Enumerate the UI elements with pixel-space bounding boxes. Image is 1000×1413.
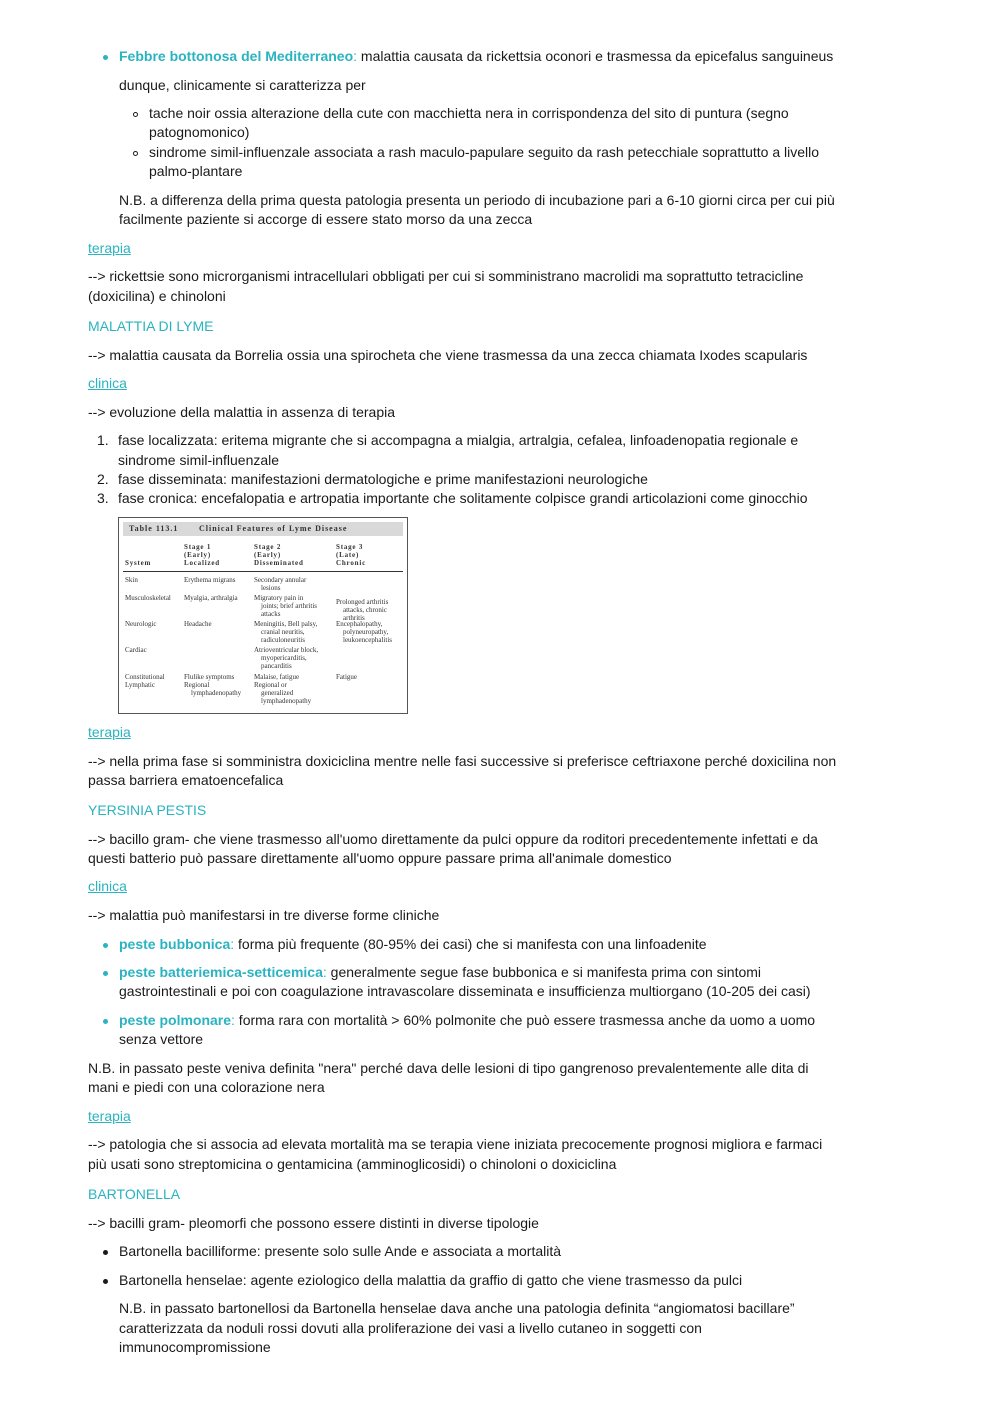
- bullet-icon: [103, 1250, 108, 1255]
- bartonella-nb-b: caratterizzata da noduli rossi dovuti alla proliferazione dei vasi a livello cutaneo in soggetti con: [119, 1320, 702, 1336]
- table-cell: Neurologic: [125, 620, 157, 628]
- yersinia-terapia-a: --> patologia che si associa ad elevata mortalità ma se terapia viene iniziata precocemente prognosi migliora e farmaci: [88, 1136, 823, 1152]
- peste-setticemica-line: [119, 963, 761, 982]
- table-header-stage1: Stage 1 (Early) Localized: [184, 543, 220, 567]
- colon: :: [230, 936, 235, 952]
- table-cell: Myalgia, arthralgia: [184, 594, 238, 602]
- peste-bubbonica-text: forma più frequente (80-95% dei casi) che si manifesta con una linfoadenite: [234, 936, 707, 952]
- table-header-system: System: [125, 559, 152, 567]
- lyme-item-2-a: fase disseminata: manifestazioni dermatologiche e prime manifestazioni neurologiche: [118, 471, 648, 487]
- lyme-evol: --> evoluzione della malattia in assenza di terapia: [88, 404, 396, 420]
- table-cell: Malaise, fatigue Regional or generalized lymphadenopathy: [254, 673, 312, 705]
- bartonella-heading: BARTONELLA: [88, 1186, 181, 1202]
- febbre-sub2-a: sindrome simil-influenzale associata a rash maculo-papulare seguito da rash petecchiale soprattutto a livello: [149, 144, 820, 160]
- lyme-heading: MALATTIA DI LYME: [88, 318, 214, 334]
- lyme-terapia-b: passa barriera ematoencefalica: [88, 772, 284, 788]
- peste-polmonare-line: [119, 1011, 815, 1030]
- peste-bubbonica-line: [119, 935, 707, 954]
- febbre-intro: malattia causata da rickettsia oconori e trasmessa da epicefalus sanguineus: [357, 48, 834, 64]
- terapia-link[interactable]: terapia: [88, 724, 131, 740]
- yersinia-forme: --> malattia può manifestarsi in tre diverse forme cliniche: [88, 907, 440, 923]
- sub-bullet-icon: [133, 112, 138, 117]
- table-caption-bar: [123, 522, 403, 536]
- table-cell: Meningitis, Bell palsy, cranial neuritis, radiculoneuritis: [254, 620, 318, 644]
- peste-bubbonica-title: peste bubbonica: [119, 936, 231, 952]
- table-header-stage2: Stage 2 (Early) Disseminated: [254, 543, 304, 567]
- bullet-icon: [103, 971, 108, 976]
- table-cell: Cardiac: [125, 646, 147, 654]
- list-number: 1.: [97, 432, 109, 448]
- yersinia-nb-b: mani e piedi con una colorazione nera: [88, 1079, 325, 1095]
- febbre-sub1-a: tache noir ossia alterazione della cute con macchietta nera in corrispondenza del sito di puntura (segno: [149, 105, 789, 121]
- list-number: 2.: [97, 471, 109, 487]
- bullet-icon: [103, 1019, 108, 1024]
- colon: :: [231, 1012, 235, 1028]
- peste-polmonare-text: forma rara con mortalità > 60% polmonite che può essere trasmessa anche da uomo a uomo: [234, 1012, 816, 1028]
- yersinia-intro-a: --> bacillo gram- che viene trasmesso all'uomo direttamente da pulci oppure da roditori precedentemente infettati e da: [88, 831, 818, 847]
- lyme-intro: --> malattia causata da Borrelia ossia una spirocheta che viene trasmessa da una zecca chiamata Ixodes scapularis: [88, 347, 808, 363]
- peste-setticemica-title: peste batteriemica-setticemica: [119, 964, 323, 980]
- febbre-colon: :: [353, 48, 358, 64]
- table-cell: Migratory pain in joints; brief arthritis attacks: [254, 594, 317, 618]
- clinica-link[interactable]: clinica: [88, 375, 127, 391]
- lyme-item-1-a: fase localizzata: eritema migrante che si accompagna a mialgia, artralgia, cefalea, linfoadenopatia regionale e: [118, 432, 799, 448]
- table-header-stage3: Stage 3 (Late) Chronic: [336, 543, 366, 567]
- table-caption: Clinical Features of Lyme Disease: [199, 524, 348, 533]
- yersinia-nb-a: N.B. in passato peste veniva definita "nera" perché dava delle lesioni di tipo gangrenoso prevalentemente alle dita di: [88, 1060, 809, 1076]
- terapia-link[interactable]: terapia: [88, 240, 131, 256]
- terapia1-line-b: (doxicilina) e chinoloni: [88, 288, 226, 304]
- lyme-item-3-a: fase cronica: encefalopatia e artropatia importante che solitamente colpisce grandi articolazioni come ginocchio: [118, 490, 808, 506]
- terapia1-line-a: --> rickettsie sono microrganismi intracellulari obbligati per cui si somministrano macrolidi ma soprattutto tetracicline: [88, 268, 804, 284]
- table-cell: Fatigue: [336, 673, 357, 681]
- table-cell: Flulike symptoms Regional lymphadenopathy: [184, 673, 242, 697]
- peste-polmonare-title: peste polmonare: [119, 1012, 232, 1028]
- peste-polmonare-line-b: senza vettore: [119, 1031, 204, 1047]
- bartonella-b2: Bartonella henselae: agente eziologico della malattia da graffio di gatto che viene trasmesso da pulci: [119, 1272, 743, 1288]
- bullet-icon: [103, 1279, 108, 1284]
- table-cell: Skin: [125, 576, 138, 584]
- bartonella-b1: Bartonella bacilliforme: presente solo sulle Ande e associata a mortalità: [119, 1243, 562, 1259]
- yersinia-intro-b: questi batterio può passare direttamente all'uomo oppure passare prima all'animale domestico: [88, 850, 672, 866]
- table-cell: Headache: [184, 620, 212, 628]
- yersinia-heading: YERSINIA PESTIS: [88, 802, 207, 818]
- febbre-sub2-b: palmo-plantare: [149, 163, 243, 179]
- table-cell: Atrioventricular block, myopericarditis, pancarditis: [254, 646, 319, 670]
- lyme-table-figure: [118, 517, 408, 714]
- table-cell: Prolonged arthritis attacks, chronic arthritis: [336, 598, 389, 622]
- yersinia-terapia-b: più usati sono streptomicina o gentamicina (amminoglicosidi) o chinoloni o doxiciclina: [88, 1156, 617, 1172]
- table-cell: Erythema migrans: [184, 576, 236, 584]
- list-number: 3.: [97, 490, 109, 506]
- lyme-terapia-a: --> nella prima fase si somministra doxiciclina mentre nelle fasi successive si preferisce ceftriaxone perché doxicilina non: [88, 753, 837, 769]
- table-rule: [123, 571, 403, 572]
- table-cell: Encephalopathy, polyneuropathy, leukoencephalitis: [336, 620, 392, 644]
- clinica-link[interactable]: clinica: [88, 878, 127, 894]
- bartonella-intro: --> bacilli gram- pleomorfi che possono essere distinti in diverse tipologie: [88, 1215, 539, 1231]
- febbre-line2: dunque, clinicamente si caratterizza per: [119, 77, 366, 93]
- table-number: Table 113.1: [129, 524, 179, 533]
- colon: :: [322, 964, 327, 980]
- febbre-sub1-b: patognomonico): [149, 124, 250, 140]
- table-cell: Musculoskeletal: [125, 594, 171, 602]
- peste-setticemica-text: generalmente segue fase bubbonica e si manifesta prima con sintomi: [326, 964, 762, 980]
- febbre-nb-b: facilmente paziente si accorge di essere stato morso da una zecca: [119, 211, 533, 227]
- table-cell: Constitutional Lymphatic: [125, 673, 165, 689]
- bartonella-nb-a: N.B. in passato bartonellosi da Bartonella henselae dava anche una patologia definita “angiomatosi bacillare”: [119, 1300, 795, 1316]
- lyme-item-1-b: sindrome simil-influenzale: [118, 452, 280, 468]
- febbre-line: [119, 47, 833, 66]
- bullet-icon: [103, 943, 108, 948]
- febbre-title: Febbre bottonosa del Mediterraneo: [119, 48, 354, 64]
- bartonella-nb-c: immunocompromissione: [119, 1339, 271, 1355]
- table-cell: Secondary annular lesions: [254, 576, 307, 592]
- bullet-icon: [103, 55, 108, 60]
- terapia-link[interactable]: terapia: [88, 1108, 131, 1124]
- febbre-nb-a: N.B. a differenza della prima questa patologia presenta un periodo di incubazione pari a 6-10 giorni circa per cui più: [119, 192, 835, 208]
- peste-setticemica-line-b: gastrointestinali e poi con coagulazione intravascolare disseminata e insufficienza multiorgano (10-205 dei casi): [119, 983, 811, 999]
- sub-bullet-icon: [133, 151, 138, 156]
